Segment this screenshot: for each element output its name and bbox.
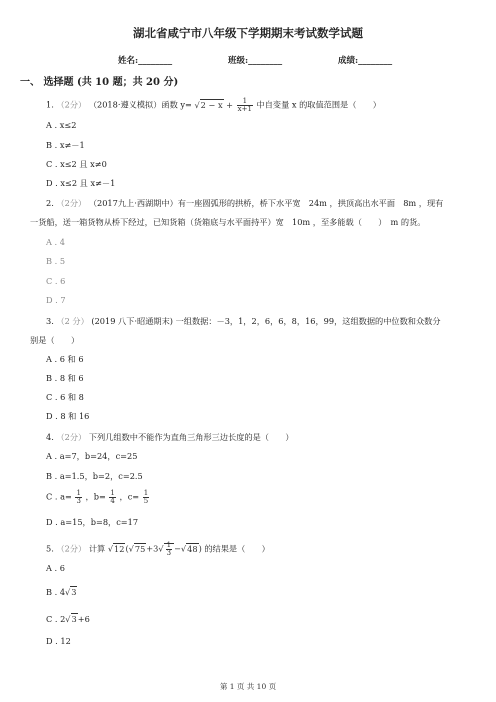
question-score: （2分）: [56, 543, 87, 554]
option-b: [46, 587, 77, 597]
question-number: 3.: [46, 316, 54, 326]
question-number: 1.: [46, 99, 54, 110]
option: D . a=15，b=8，c=17: [46, 517, 139, 527]
question-text: （2017九上·西湖期中）有一座圆弧形的拱桥，桥下水平宽 24m ，拱顶高出水平面 8m ，现有: [88, 198, 444, 208]
question-text-cont: 别是（ ）: [30, 335, 80, 345]
question-score: （2分）: [56, 99, 87, 110]
option: A . 6: [46, 563, 65, 573]
fraction: $\frac{1}{3}$: [76, 489, 81, 505]
option-label: ，b=: [85, 491, 106, 502]
question-text: 计算: [88, 543, 106, 554]
option-label: +6: [77, 614, 90, 624]
option-label: B . 4: [46, 587, 66, 597]
question-score: （2 分）: [56, 316, 89, 326]
question-1: [46, 98, 381, 113]
option-c: [46, 614, 90, 624]
option: A . a=7，b=24，c=25: [46, 451, 138, 461]
question-number: 5.: [46, 543, 54, 554]
option: B . 5: [46, 256, 66, 266]
option: B . 8 和 6: [46, 373, 84, 383]
name-field: 姓名:________: [118, 56, 173, 66]
formula: √2 − x + $\frac{1}{x+1}$: [194, 97, 252, 113]
option: A . x≤2: [46, 120, 77, 130]
option: B . a=1.5，b=2，c=2.5: [46, 471, 143, 481]
option: C . x≤2 且 x≠0: [46, 159, 107, 169]
question-text: 的结果是（ ）: [204, 543, 270, 554]
option: D . 7: [46, 295, 66, 305]
class-field: 班级:________: [228, 56, 283, 66]
option-label: C . a=: [46, 491, 72, 502]
question-text: (2019 八下·昭通期末) 一组数据：－3，1，2，6，6，8，16，99，这组数据的中位数和众数分: [91, 316, 441, 326]
option: D . 12: [46, 636, 71, 646]
page-title: 湖北省咸宁市八年级下学期期末考试数学试题: [133, 26, 363, 40]
section-heading: 一、 选择题 (共 10 题；共 20 分): [20, 77, 179, 88]
option-c: [46, 490, 150, 505]
option-label: C . 2: [46, 614, 66, 624]
fraction: $\frac{1}{5}$: [143, 489, 149, 505]
option: D . 8 和 16: [46, 411, 90, 421]
option: C . 6 和 8: [46, 392, 84, 402]
question-text: （2018·遵义模拟）函数 y=: [88, 99, 192, 110]
question-score: （2分）: [56, 432, 87, 442]
option: A . 6 和 6: [46, 354, 84, 364]
option: B . x≠－1: [46, 140, 85, 150]
question-5: [46, 542, 270, 557]
sqrt-symbol: √3: [65, 614, 77, 624]
score-field: 成绩:________: [338, 56, 393, 66]
page-footer: 第 1 页 共 10 页: [219, 682, 277, 691]
fraction: $\frac{1}{4}$: [110, 489, 115, 505]
option: C . 6: [46, 276, 66, 286]
question-text: 中自变量 x 的取值范围是（ ）: [256, 99, 381, 110]
question-2: [46, 197, 443, 209]
option: A . 4: [46, 237, 65, 247]
question-4: [46, 431, 294, 443]
option-label: ，c=: [119, 491, 140, 502]
question-number: 2.: [46, 198, 54, 208]
question-3: [46, 315, 441, 327]
question-text: 下列几组数中不能作为直角三角形三边长度的是（ ）: [88, 432, 294, 442]
question-text-cont: 一货船，送一箱货物从桥下经过，已知货箱（货箱底与水平面持平）宽 10m ，至多能载（ ） m 的货。: [30, 217, 426, 227]
question-number: 4.: [46, 432, 54, 442]
formula: √12(√75+3√ $\frac{1}{3}$ −√48): [107, 541, 205, 557]
question-score: （2分）: [56, 198, 87, 208]
option: D . x≤2 且 x≠－1: [46, 178, 116, 188]
sqrt-symbol: √3: [65, 587, 77, 597]
